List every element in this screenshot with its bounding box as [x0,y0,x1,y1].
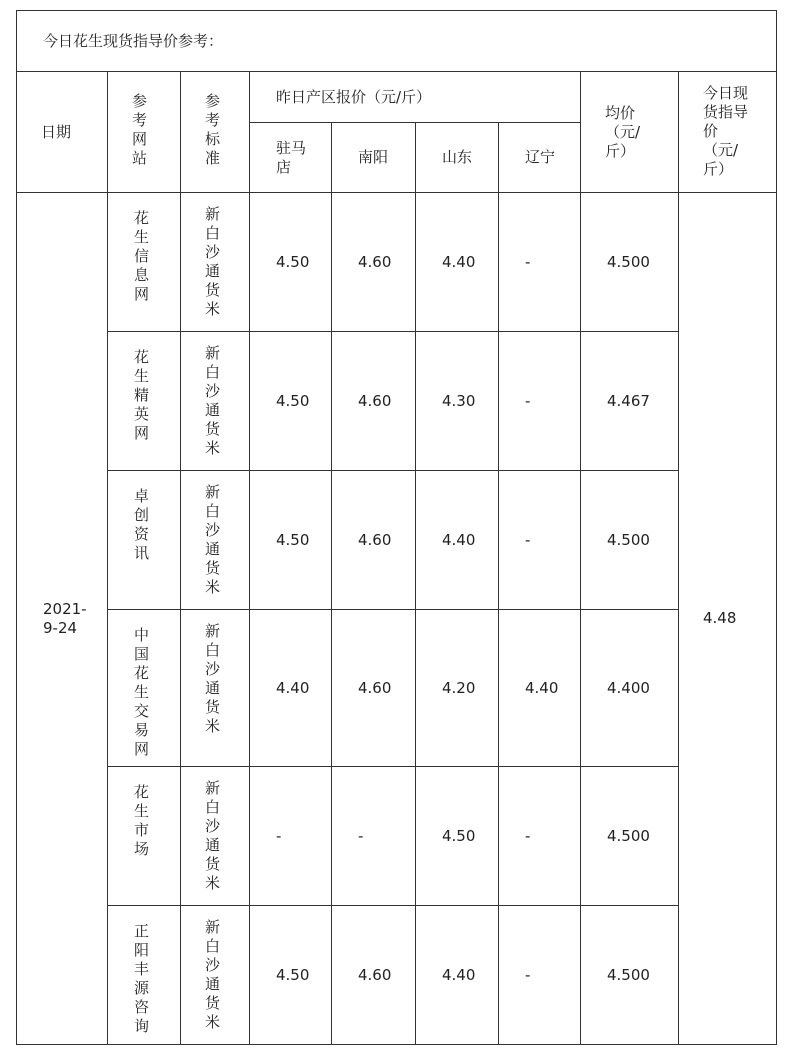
price-shandong: 4.50 [416,767,499,906]
price-average: 4.400 [581,610,679,767]
header-today [679,72,777,193]
price-zhumadian: 4.50 [250,471,332,610]
header-region-shandong: 山东 [416,123,499,193]
price-liaoning: - [499,193,581,332]
header-site-text: 参考网站 [132,92,148,167]
table-row [17,906,777,1045]
price-liaoning: - [499,906,581,1045]
table-row [17,610,777,767]
price-nanyang: 4.60 [332,471,416,610]
standard-text: 新白沙通货米 [205,779,221,892]
standard-text: 新白沙通货米 [205,622,221,735]
header-region-zhumadian-text: 驻马店 [276,138,307,176]
price-average: 4.467 [581,332,679,471]
table-row [17,471,777,610]
site-text: 花生信息网 [134,209,150,303]
price-zhumadian: 4.50 [250,906,332,1045]
price-sheet [16,10,776,1043]
price-average: 4.500 [581,767,679,906]
header-yesterday-group: 昨日产区报价（元/斤） [250,72,581,123]
date-text: 2021-9-24 [43,599,87,637]
site-text: 卓创资讯 [134,487,150,562]
price-zhumadian: 4.40 [250,610,332,767]
price-zhumadian: 4.50 [250,332,332,471]
standard-cell [181,193,250,332]
price-zhumadian: - [250,767,332,906]
price-average: 4.500 [581,193,679,332]
table-row [17,332,777,471]
price-average: 4.500 [581,471,679,610]
price-shandong: 4.40 [416,471,499,610]
site-text: 花生市场 [134,783,150,858]
standard-cell [181,610,250,767]
price-table [16,10,777,1045]
price-shandong: 4.30 [416,332,499,471]
table-title: 今日花生现货指导价参考： [17,11,777,72]
price-nanyang: 4.60 [332,610,416,767]
price-zhumadian: 4.50 [250,193,332,332]
header-standard [181,72,250,193]
price-shandong: 4.40 [416,193,499,332]
price-nanyang: - [332,767,416,906]
title-row [17,11,777,72]
price-liaoning: - [499,471,581,610]
header-region-zhumadian [250,123,332,193]
site-cell [108,767,181,906]
standard-text: 新白沙通货米 [205,344,221,457]
price-shandong: 4.20 [416,610,499,767]
header-row-1 [17,72,777,123]
table-row [17,767,777,906]
today-price-cell: 4.48 [679,193,777,1045]
header-site [108,72,181,193]
price-average: 4.500 [581,906,679,1045]
price-liaoning: - [499,332,581,471]
header-average-text: 均价（元/斤） [605,103,641,160]
standard-text: 新白沙通货米 [205,918,221,1031]
standard-cell [181,471,250,610]
price-nanyang: 4.60 [332,332,416,471]
site-cell [108,471,181,610]
header-today-text: 今日现货指导价（元/斤） [703,84,749,178]
table-row [17,193,777,332]
header-region-nanyang: 南阳 [332,123,416,193]
site-text: 中国花生交易网 [134,626,150,758]
price-liaoning: 4.40 [499,610,581,767]
date-cell [17,193,108,1045]
standard-text: 新白沙通货米 [205,205,221,318]
price-nanyang: 4.60 [332,193,416,332]
price-shandong: 4.40 [416,906,499,1045]
site-text: 花生精英网 [134,348,150,442]
site-text: 正阳丰源咨询 [134,922,150,1035]
header-average [581,72,679,193]
site-cell [108,610,181,767]
standard-cell [181,767,250,906]
standard-cell [181,332,250,471]
site-cell [108,906,181,1045]
price-liaoning: - [499,767,581,906]
header-date: 日期 [17,72,108,193]
price-nanyang: 4.60 [332,906,416,1045]
site-cell [108,332,181,471]
site-cell [108,193,181,332]
header-standard-text: 参考标准 [205,92,221,167]
header-region-liaoning: 辽宁 [499,123,581,193]
standard-text: 新白沙通货米 [205,483,221,596]
standard-cell [181,906,250,1045]
